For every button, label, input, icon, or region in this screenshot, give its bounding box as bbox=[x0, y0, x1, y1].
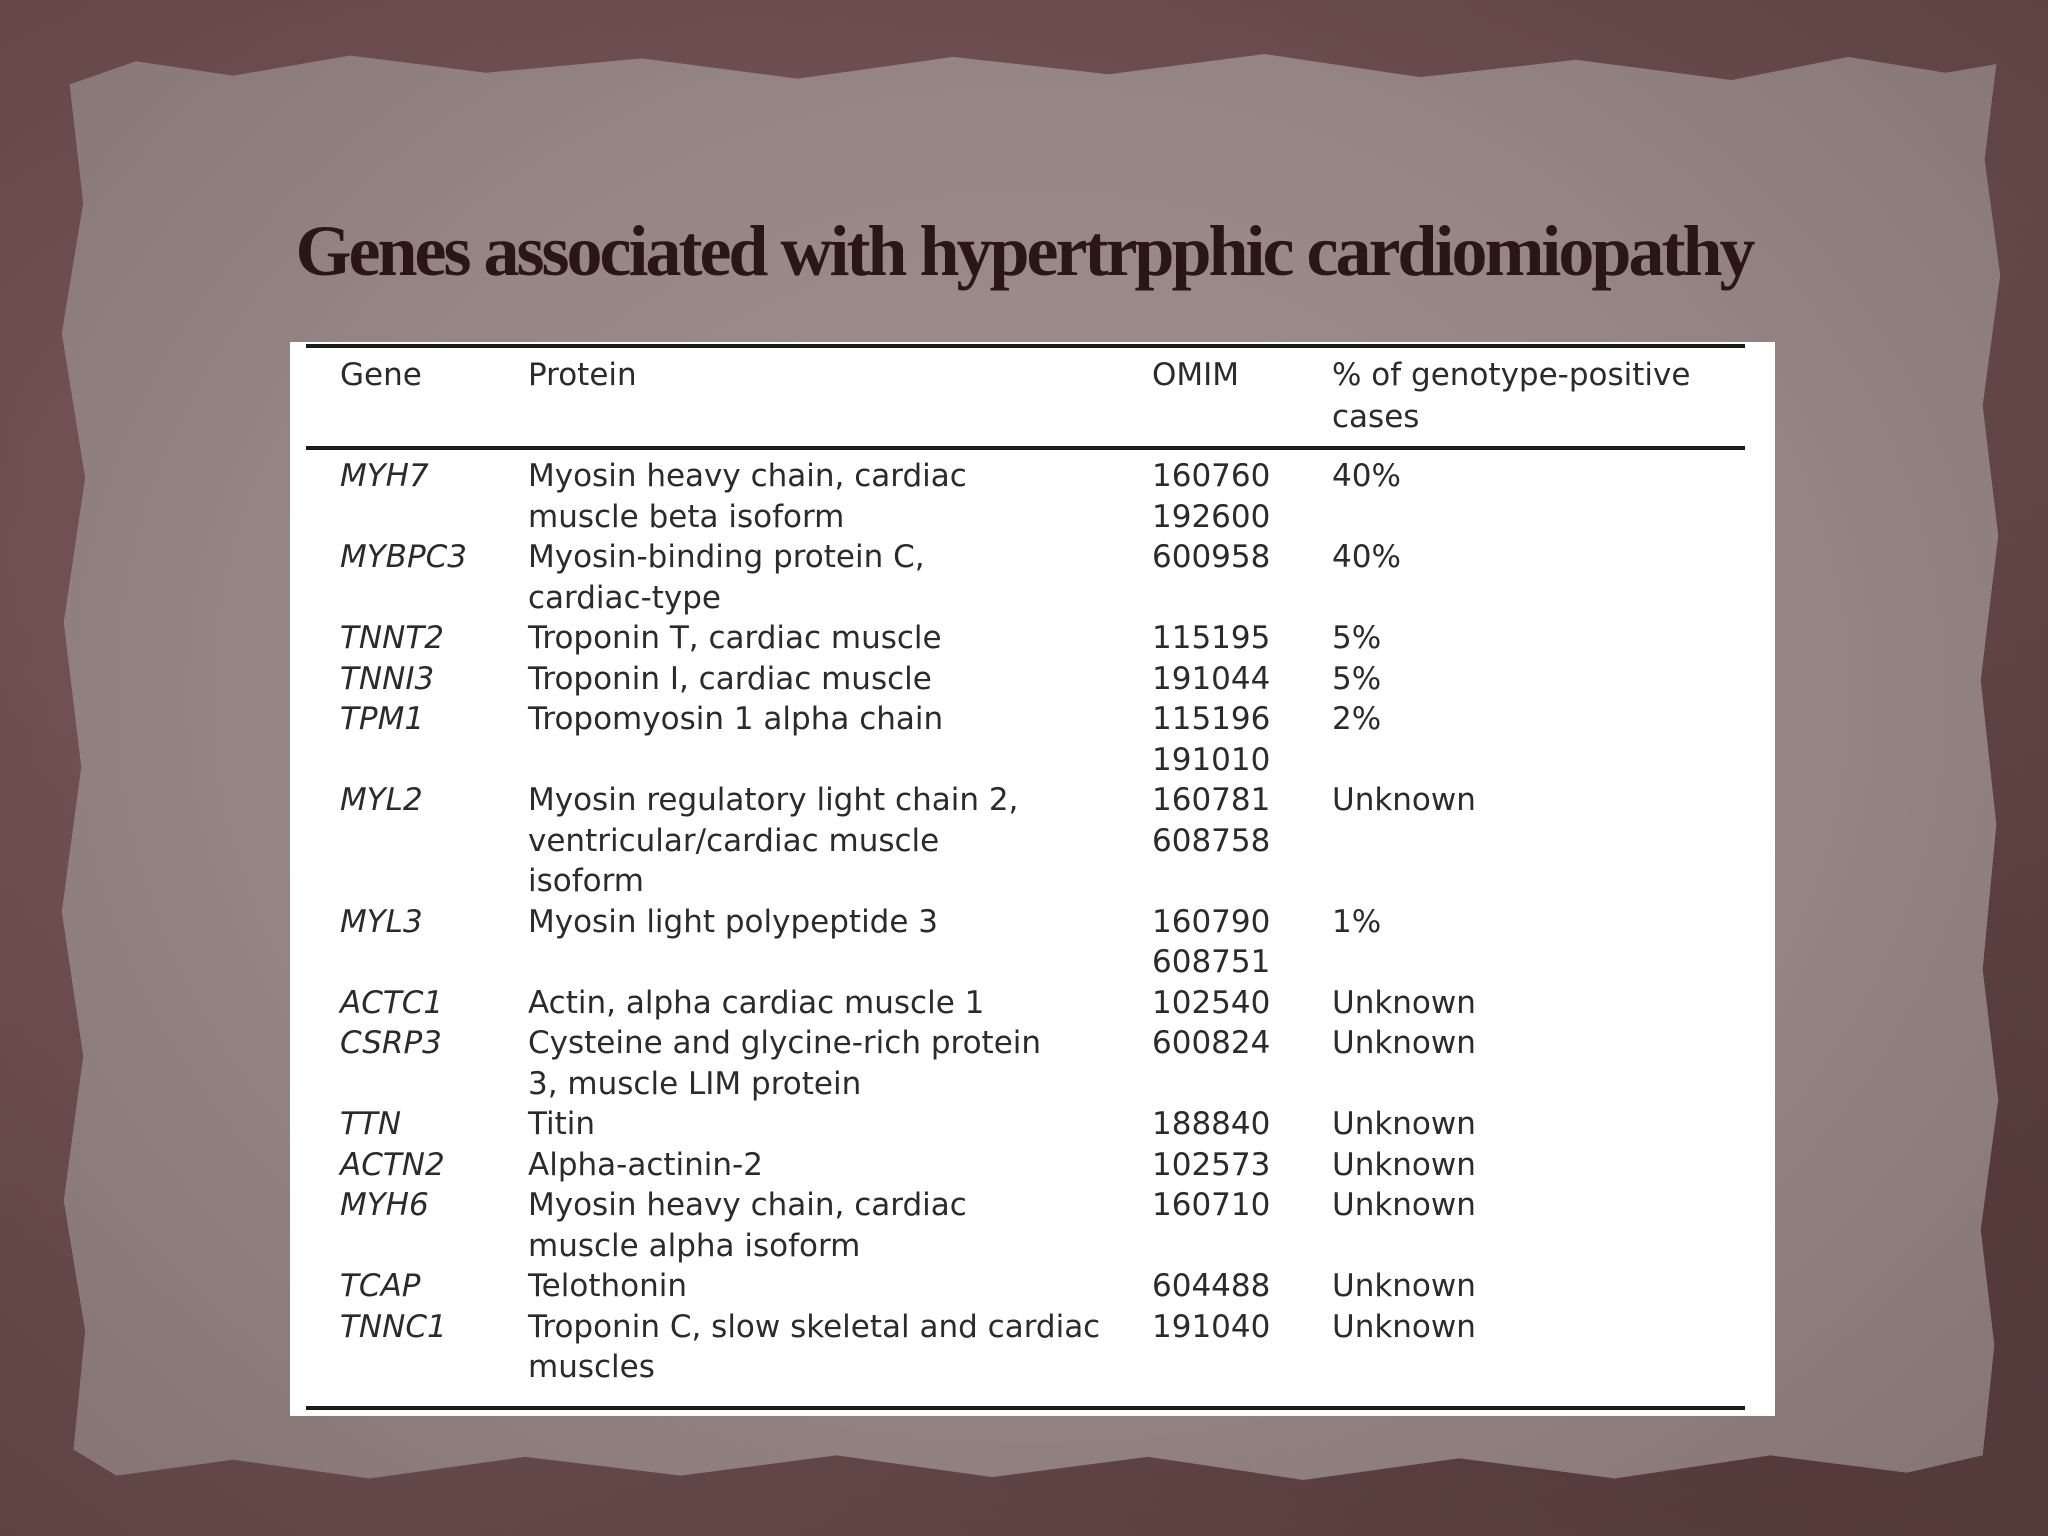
gene-cell: MYL2 bbox=[340, 782, 423, 818]
omim-cell bbox=[1152, 1145, 1302, 1186]
omim-number: 608751 bbox=[1152, 944, 1271, 980]
genes-table bbox=[290, 342, 1775, 1416]
gene-cell: ACTN2 bbox=[340, 1146, 445, 1183]
protein-line: 3, muscle LIM protein bbox=[528, 1065, 862, 1102]
table-row bbox=[290, 537, 1775, 618]
table-row bbox=[290, 456, 1775, 537]
protein-cell bbox=[528, 1023, 1128, 1104]
protein-line: Telothonin bbox=[528, 1268, 687, 1304]
protein-cell bbox=[528, 1145, 1128, 1186]
protein-line: Myosin heavy chain, cardiac bbox=[528, 458, 967, 494]
omim-cell bbox=[1152, 780, 1302, 861]
percent-cell: Unknown bbox=[1332, 984, 1476, 1021]
protein-line: isoform bbox=[528, 863, 645, 899]
percent-cell: 2% bbox=[1332, 701, 1382, 737]
omim-cell bbox=[1152, 983, 1302, 1024]
gene-cell: TNNI3 bbox=[340, 660, 435, 697]
protein-cell bbox=[528, 618, 1128, 659]
gene-cell: MYH6 bbox=[340, 1187, 429, 1223]
percent-cell: Unknown bbox=[1332, 1187, 1476, 1223]
table-row bbox=[290, 699, 1775, 780]
omim-number: 604488 bbox=[1152, 1268, 1271, 1304]
percent-cell: Unknown bbox=[1332, 1268, 1476, 1304]
percent-cell: Unknown bbox=[1332, 782, 1476, 818]
gene-cell: MYH7 bbox=[340, 458, 429, 494]
header-gene: Gene bbox=[340, 357, 422, 393]
omim-number: 191010 bbox=[1152, 741, 1271, 778]
protein-line: Myosin light polypeptide 3 bbox=[528, 903, 939, 940]
omim-number: 160781 bbox=[1152, 782, 1271, 818]
protein-cell bbox=[528, 537, 1128, 618]
gene-cell: MYBPC3 bbox=[340, 539, 468, 575]
table-header-rule bbox=[306, 446, 1745, 450]
percent-cell: 5% bbox=[1332, 620, 1382, 656]
protein-cell bbox=[528, 902, 1128, 943]
protein-cell bbox=[528, 456, 1128, 537]
percent-cell: 5% bbox=[1332, 660, 1382, 697]
protein-cell bbox=[528, 983, 1128, 1024]
protein-line: muscle beta isoform bbox=[528, 498, 845, 535]
gene-cell: TPM1 bbox=[340, 701, 425, 737]
protein-line: Myosin-binding protein C, bbox=[528, 539, 925, 575]
table-row bbox=[290, 780, 1775, 902]
gene-cell: TTN bbox=[340, 1106, 402, 1142]
omim-cell bbox=[1152, 618, 1302, 659]
omim-number: 600824 bbox=[1152, 1025, 1271, 1061]
gene-cell: TNNC1 bbox=[340, 1308, 447, 1345]
omim-cell bbox=[1152, 1307, 1302, 1348]
omim-number: 600958 bbox=[1152, 539, 1271, 575]
table-row bbox=[290, 1266, 1775, 1307]
header-omim: OMIM bbox=[1152, 357, 1240, 393]
omim-cell bbox=[1152, 699, 1302, 780]
protein-cell bbox=[528, 659, 1128, 700]
table-row bbox=[290, 659, 1775, 700]
table-row bbox=[290, 1023, 1775, 1104]
table-bottom-rule bbox=[306, 1406, 1745, 1410]
table-row bbox=[290, 1307, 1775, 1388]
omim-cell bbox=[1152, 1185, 1302, 1226]
protein-line: ventricular/cardiac muscle bbox=[528, 822, 940, 859]
protein-cell bbox=[528, 1185, 1128, 1266]
omim-cell bbox=[1152, 537, 1302, 578]
omim-cell bbox=[1152, 456, 1302, 537]
table-row bbox=[290, 983, 1775, 1024]
gene-cell: TNNT2 bbox=[340, 620, 444, 656]
protein-line: Troponin C, slow skeletal and cardiac bbox=[528, 1308, 1101, 1345]
omim-number: 115196 bbox=[1152, 701, 1271, 737]
gene-cell: CSRP3 bbox=[340, 1025, 442, 1061]
omim-number: 102573 bbox=[1152, 1146, 1271, 1183]
table-body bbox=[290, 456, 1775, 1388]
protein-line: Tropomyosin 1 alpha chain bbox=[528, 701, 944, 737]
omim-number: 608758 bbox=[1152, 822, 1271, 859]
table-row bbox=[290, 1104, 1775, 1145]
protein-line: muscle alpha isoform bbox=[528, 1227, 861, 1264]
protein-cell bbox=[528, 1307, 1128, 1388]
header-percent-line1: % of genotype-positive bbox=[1332, 357, 1691, 393]
protein-line: Myosin regulatory light chain 2, bbox=[528, 782, 1019, 818]
protein-line: Myosin heavy chain, cardiac bbox=[528, 1187, 967, 1223]
omim-number: 160790 bbox=[1152, 903, 1271, 940]
slide-title: Genes associated with hypertrpphic cardiomiopathy bbox=[295, 211, 1753, 291]
gene-cell: ACTC1 bbox=[340, 984, 444, 1021]
gene-cell: MYL3 bbox=[340, 903, 423, 940]
table-top-rule bbox=[306, 344, 1745, 348]
percent-cell: Unknown bbox=[1332, 1106, 1476, 1142]
omim-number: 160710 bbox=[1152, 1187, 1271, 1223]
omim-cell bbox=[1152, 1266, 1302, 1307]
omim-number: 188840 bbox=[1152, 1106, 1271, 1142]
protein-line: Troponin I, cardiac muscle bbox=[528, 660, 932, 697]
percent-cell: 1% bbox=[1332, 903, 1382, 940]
omim-number: 102540 bbox=[1152, 984, 1271, 1021]
table-row bbox=[290, 1145, 1775, 1186]
omim-cell bbox=[1152, 659, 1302, 700]
header-protein: Protein bbox=[528, 357, 637, 393]
header-percent bbox=[1332, 354, 1732, 438]
table-row bbox=[290, 902, 1775, 983]
table-row bbox=[290, 618, 1775, 659]
protein-line: Cysteine and glycine-rich protein bbox=[528, 1025, 1042, 1061]
percent-cell: Unknown bbox=[1332, 1025, 1476, 1061]
omim-number: 160760 bbox=[1152, 458, 1271, 494]
percent-cell: Unknown bbox=[1332, 1308, 1476, 1345]
header-percent-line2: cases bbox=[1332, 399, 1420, 435]
protein-cell bbox=[528, 1104, 1128, 1145]
protein-line: muscles bbox=[528, 1349, 655, 1385]
percent-cell: 40% bbox=[1332, 458, 1401, 494]
omim-cell bbox=[1152, 1023, 1302, 1064]
percent-cell: 40% bbox=[1332, 539, 1401, 575]
protein-line: cardiac-type bbox=[528, 579, 722, 616]
table-row bbox=[290, 1185, 1775, 1266]
gene-cell: TCAP bbox=[340, 1268, 421, 1304]
protein-line: Troponin T, cardiac muscle bbox=[528, 620, 942, 656]
omim-number: 191044 bbox=[1152, 660, 1271, 697]
omim-number: 192600 bbox=[1152, 498, 1271, 535]
protein-line: Titin bbox=[528, 1106, 596, 1142]
omim-cell bbox=[1152, 902, 1302, 983]
protein-line: Alpha-actinin-2 bbox=[528, 1146, 763, 1183]
percent-cell: Unknown bbox=[1332, 1146, 1476, 1183]
protein-cell bbox=[528, 780, 1128, 902]
protein-cell bbox=[528, 699, 1128, 740]
omim-cell bbox=[1152, 1104, 1302, 1145]
omim-number: 115195 bbox=[1152, 620, 1271, 656]
protein-cell bbox=[528, 1266, 1128, 1307]
omim-number: 191040 bbox=[1152, 1308, 1271, 1345]
protein-line: Actin, alpha cardiac muscle 1 bbox=[528, 984, 985, 1021]
